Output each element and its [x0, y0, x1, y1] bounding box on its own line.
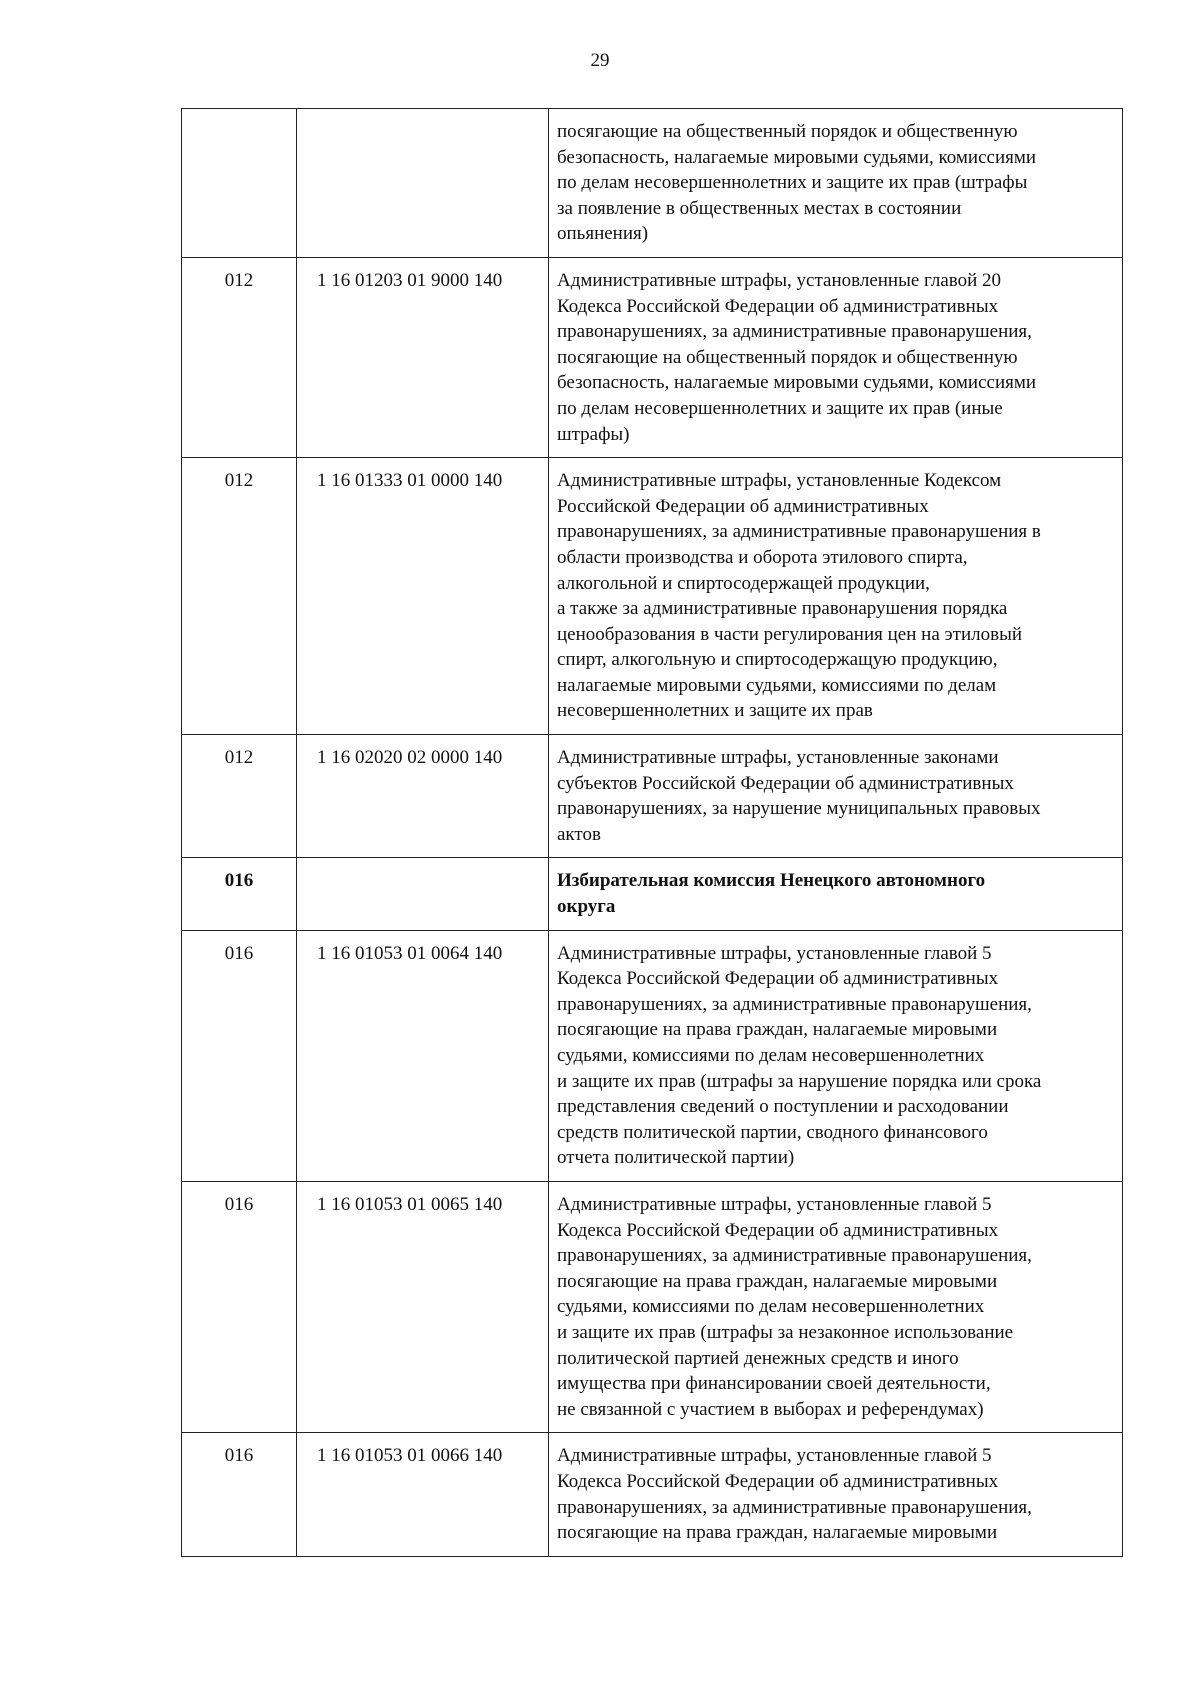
admin-code-cell: 016 — [182, 1433, 297, 1556]
description-cell: Административные штрафы, установленные главой 5 Кодекса Российской Федерации об административных правонарушениях, за административные правонарушения, посягающие на права граждан, налагаемые мировыми судьями, комиссиями по делам несовершеннолетних и защите их прав (штрафы за незаконное использование политической партией денежных средств и иного имущества при финансировании своей деятельности, не связанной с участием в выборах и референдумах) — [549, 1181, 1123, 1432]
revenue-codes-table — [181, 108, 1123, 1557]
table-body — [182, 109, 1123, 1557]
admin-code-cell: 016 — [182, 858, 297, 930]
budget-code-cell: 1 16 02020 02 0000 140 — [297, 735, 549, 858]
description-cell: Административные штрафы, установленные законами субъектов Российской Федерации об административных правонарушениях, за нарушение муниципальных правовых актов — [549, 735, 1123, 858]
table-row — [182, 109, 1123, 258]
table-row — [182, 735, 1123, 858]
admin-code-cell — [182, 109, 297, 258]
table-row — [182, 458, 1123, 735]
description-cell: посягающие на общественный порядок и общественную безопасность, налагаемые мировыми судьями, комиссиями по делам несовершеннолетних и защите их прав (штрафы за появление в общественных местах в состоянии опьянения) — [549, 109, 1123, 258]
admin-code-cell: 016 — [182, 1181, 297, 1432]
description-cell: Административные штрафы, установленные главой 5 Кодекса Российской Федерации об административных правонарушениях, за административные правонарушения, посягающие на права граждан, налагаемые мировыми — [549, 1433, 1123, 1556]
section-title-cell: Избирательная комиссия Ненецкого автономного округа — [549, 858, 1123, 930]
table-row — [182, 1181, 1123, 1432]
description-cell: Административные штрафы, установленные главой 5 Кодекса Российской Федерации об административных правонарушениях, за административные правонарушения, посягающие на права граждан, налагаемые мировыми судьями, комиссиями по делам несовершеннолетних и защите их прав (штрафы за нарушение порядка или срока представления сведений о поступлении и расходовании средств политической партии, сводного финансового отчета политической партии) — [549, 930, 1123, 1181]
table-row — [182, 930, 1123, 1181]
budget-code-cell: 1 16 01053 01 0065 140 — [297, 1181, 549, 1432]
budget-code-cell: 1 16 01053 01 0066 140 — [297, 1433, 549, 1556]
description-cell: Административные штрафы, установленные главой 20 Кодекса Российской Федерации об административных правонарушениях, за административные правонарушения, посягающие на общественный порядок и общественную безопасность, налагаемые мировыми судьями, комиссиями по делам несовершеннолетних и защите их прав (иные штрафы) — [549, 257, 1123, 457]
page-number: 29 — [590, 50, 610, 71]
budget-code-cell: 1 16 01053 01 0064 140 — [297, 930, 549, 1181]
admin-code-cell: 012 — [182, 735, 297, 858]
budget-code-cell — [297, 109, 549, 258]
budget-code-cell — [297, 858, 549, 930]
budget-code-cell: 1 16 01333 01 0000 140 — [297, 458, 549, 735]
table-row — [182, 257, 1123, 457]
admin-code-cell: 012 — [182, 458, 297, 735]
admin-code-cell: 012 — [182, 257, 297, 457]
budget-code-cell: 1 16 01203 01 9000 140 — [297, 257, 549, 457]
section-header-row — [182, 858, 1123, 930]
description-cell: Административные штрафы, установленные Кодексом Российской Федерации об административных правонарушениях, за административные правонарушения в области производства и оборота этилового спирта, алкогольной и спиртосодержащей продукции, а также за административные правонарушения порядка ценообразования в части регулирования цен на этиловый спирт, алкогольную и спиртосодержащую продукцию, налагаемые мировыми судьями, комиссиями по делам несовершеннолетних и защите их прав — [549, 458, 1123, 735]
table-row — [182, 1433, 1123, 1556]
admin-code-cell: 016 — [182, 930, 297, 1181]
